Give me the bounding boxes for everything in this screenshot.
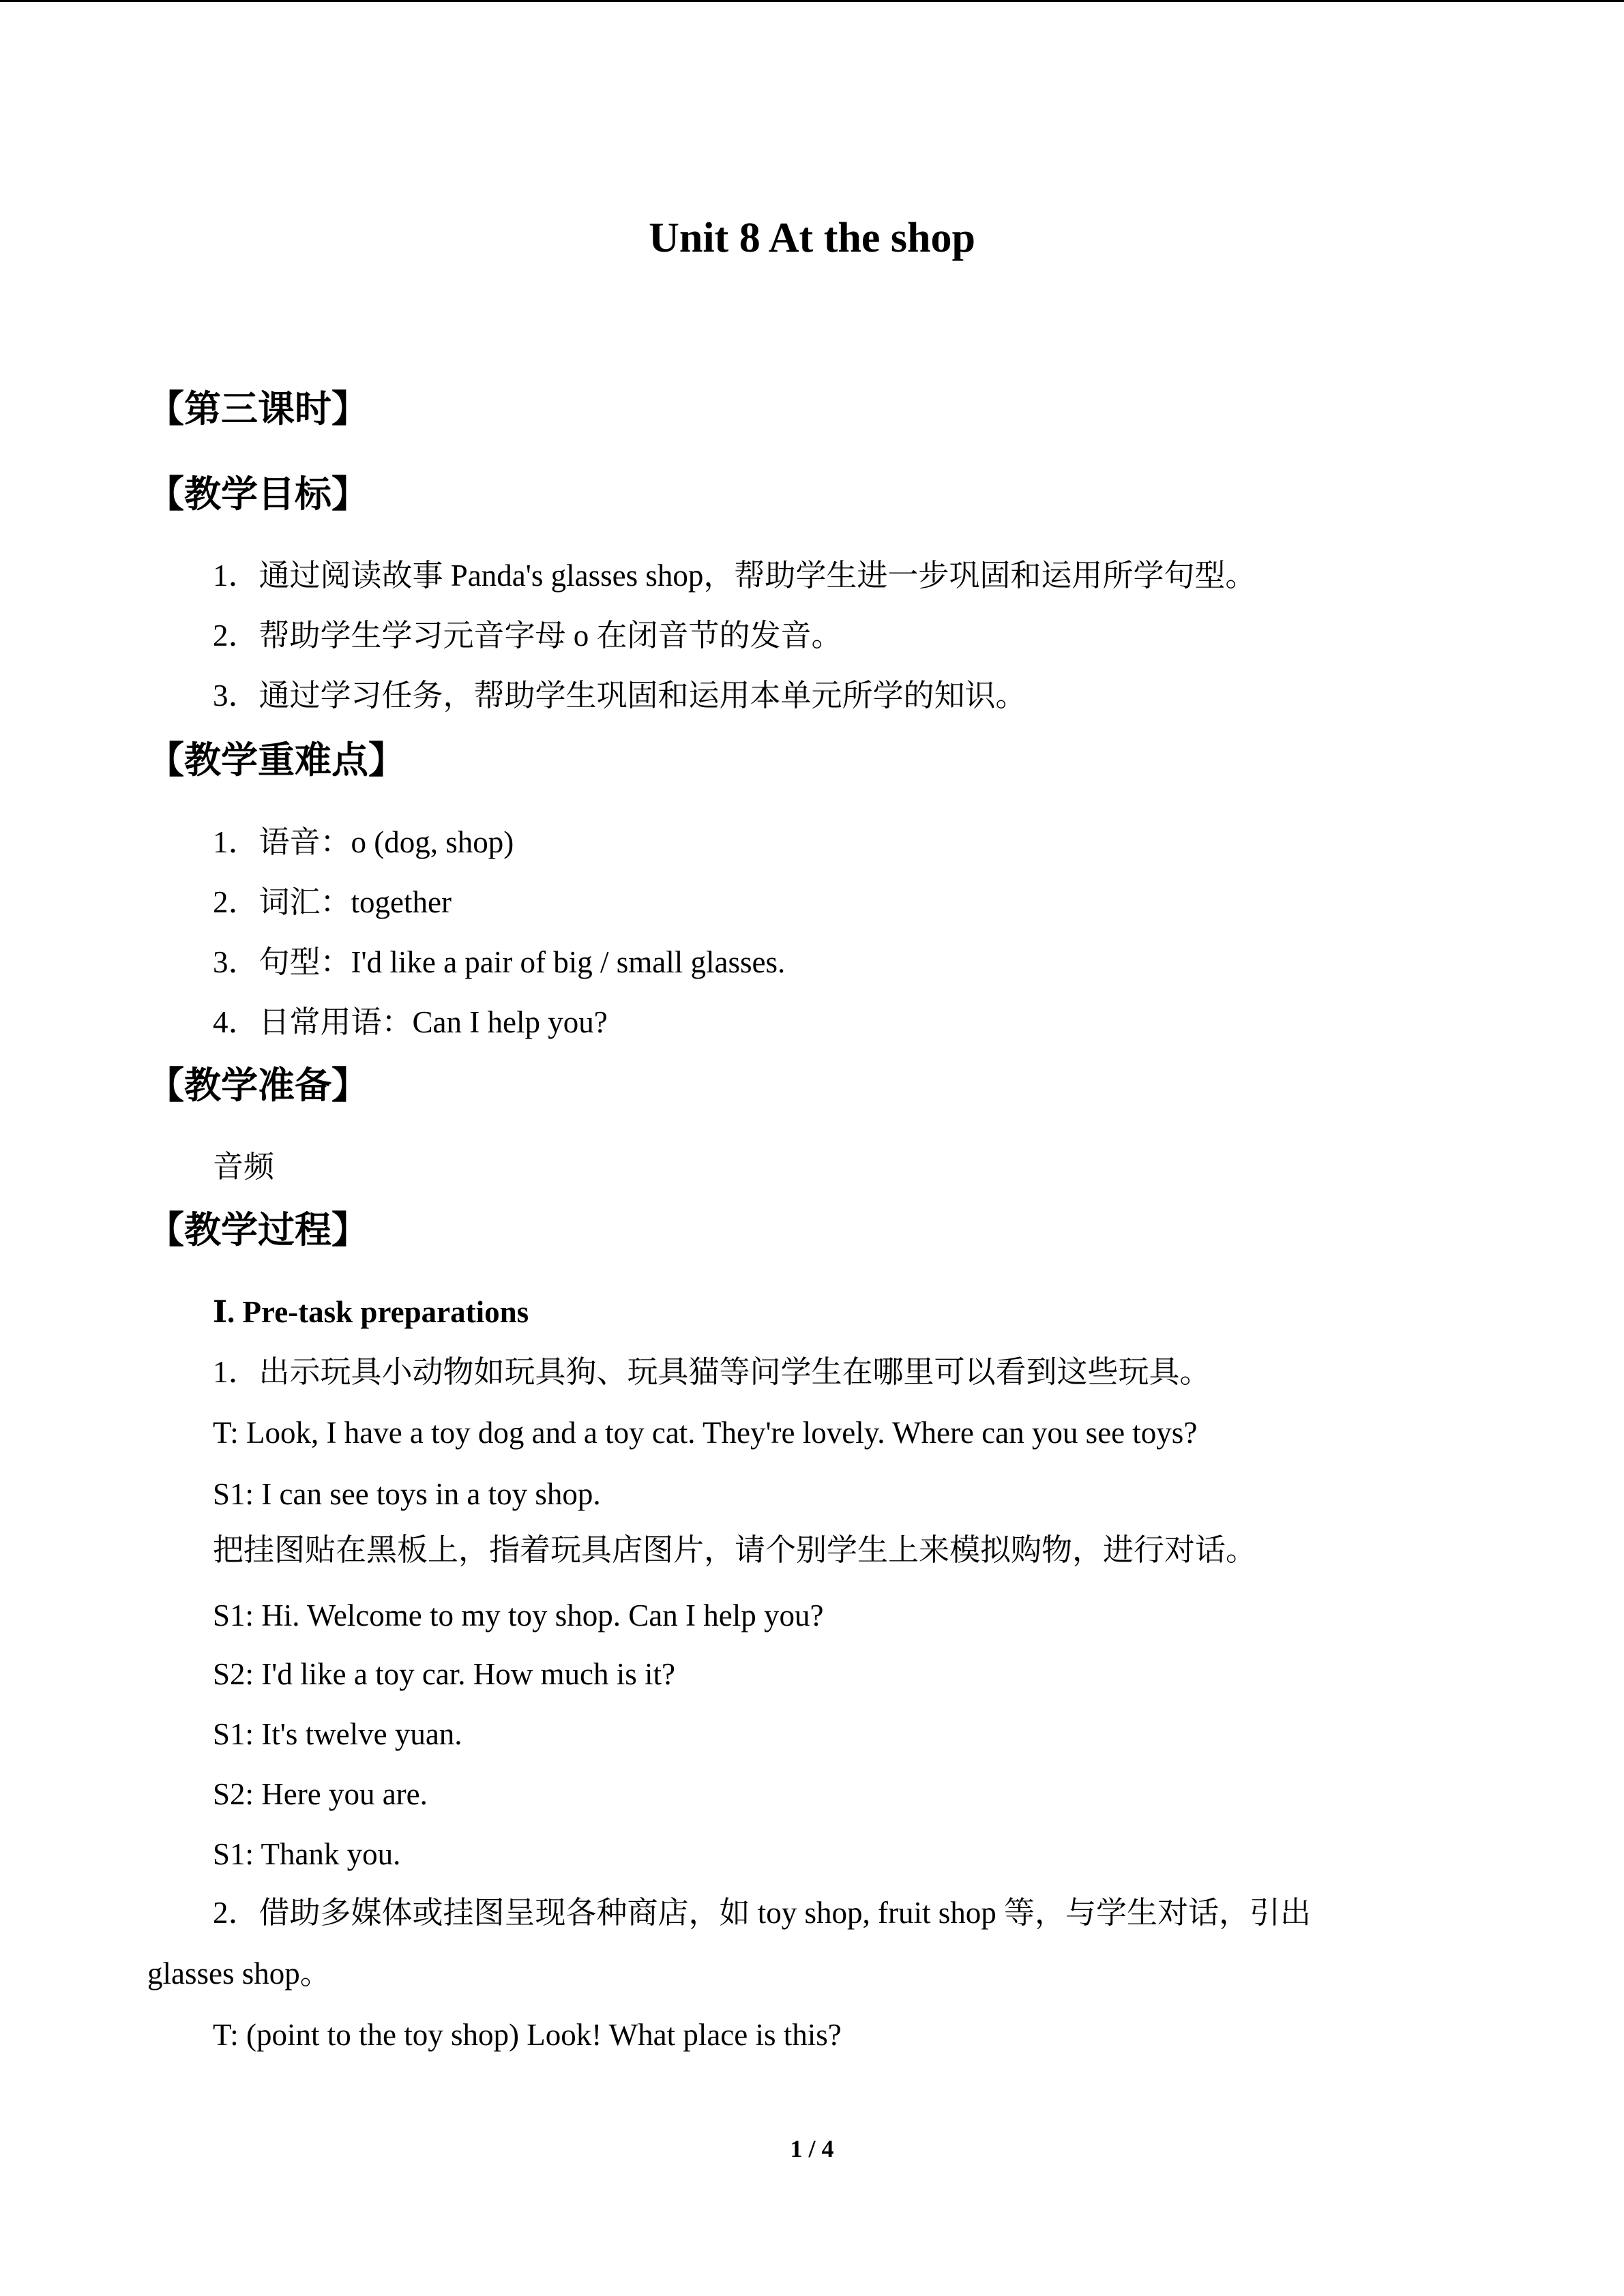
objective-item: 2．帮助学生学习元音字母 o 在闭音节的发音。 — [213, 618, 842, 653]
objective-item: 1．通过阅读故事 Panda's glasses shop，帮助学生进一步巩固和运用所学句型。 — [213, 558, 1256, 593]
lesson-label: 【第三课时】 — [147, 387, 368, 430]
page-number: 1 / 4 — [790, 2135, 834, 2162]
process-line: T: Look, I have a toy dog and a toy cat. They're lovely. Where can you see toys? — [213, 1416, 1198, 1450]
process-line: S1: It's twelve yuan. — [213, 1717, 462, 1751]
key-point-item: 3．句型：I'd like a pair of big / small glasses. — [213, 945, 786, 979]
key-points-heading: 【教学重难点】 — [147, 739, 405, 781]
process-line: 把挂图贴在黑板上，指着玩具店图片，请个别学生上来模拟购物，进行对话。 — [213, 1533, 1257, 1567]
process-line: S1: I can see toys in a toy shop. — [213, 1477, 601, 1511]
section-title: Ⅰ. Pre-task preparations — [213, 1295, 529, 1329]
top-border — [0, 0, 1624, 2]
process-line: glasses shop。 — [147, 1956, 331, 1991]
key-point-item: 2．词汇：together — [213, 885, 452, 919]
objectives-heading: 【教学目标】 — [147, 473, 368, 516]
process-heading: 【教学过程】 — [147, 1208, 368, 1251]
process-line: 2．借助多媒体或挂图呈现各种商店，如 toy shop, fruit shop 等，与学生对话，引出 — [213, 1896, 1312, 1930]
process-line: 1．出示玩具小动物如玩具狗、玩具猫等问学生在哪里可以看到这些玩具。 — [213, 1355, 1211, 1389]
process-line: T: (point to the toy shop) Look! What place is this? — [213, 2018, 842, 2052]
objective-item: 3．通过学习任务，帮助学生巩固和运用本单元所学的知识。 — [213, 679, 1027, 713]
key-point-item: 1．语音：o (dog, shop) — [213, 825, 514, 859]
key-point-item: 4．日常用语：Can I help you? — [213, 1005, 608, 1039]
page-title: Unit 8 At the shop — [649, 215, 975, 261]
preparation-text: 音频 — [213, 1150, 275, 1184]
process-line: S2: Here you are. — [213, 1777, 428, 1811]
process-line: S1: Thank you. — [213, 1837, 401, 1871]
preparation-heading: 【教学准备】 — [147, 1064, 368, 1107]
process-line: S2: I'd like a toy car. How much is it? — [213, 1657, 675, 1691]
process-line: S1: Hi. Welcome to my toy shop. Can I help you? — [213, 1598, 824, 1632]
